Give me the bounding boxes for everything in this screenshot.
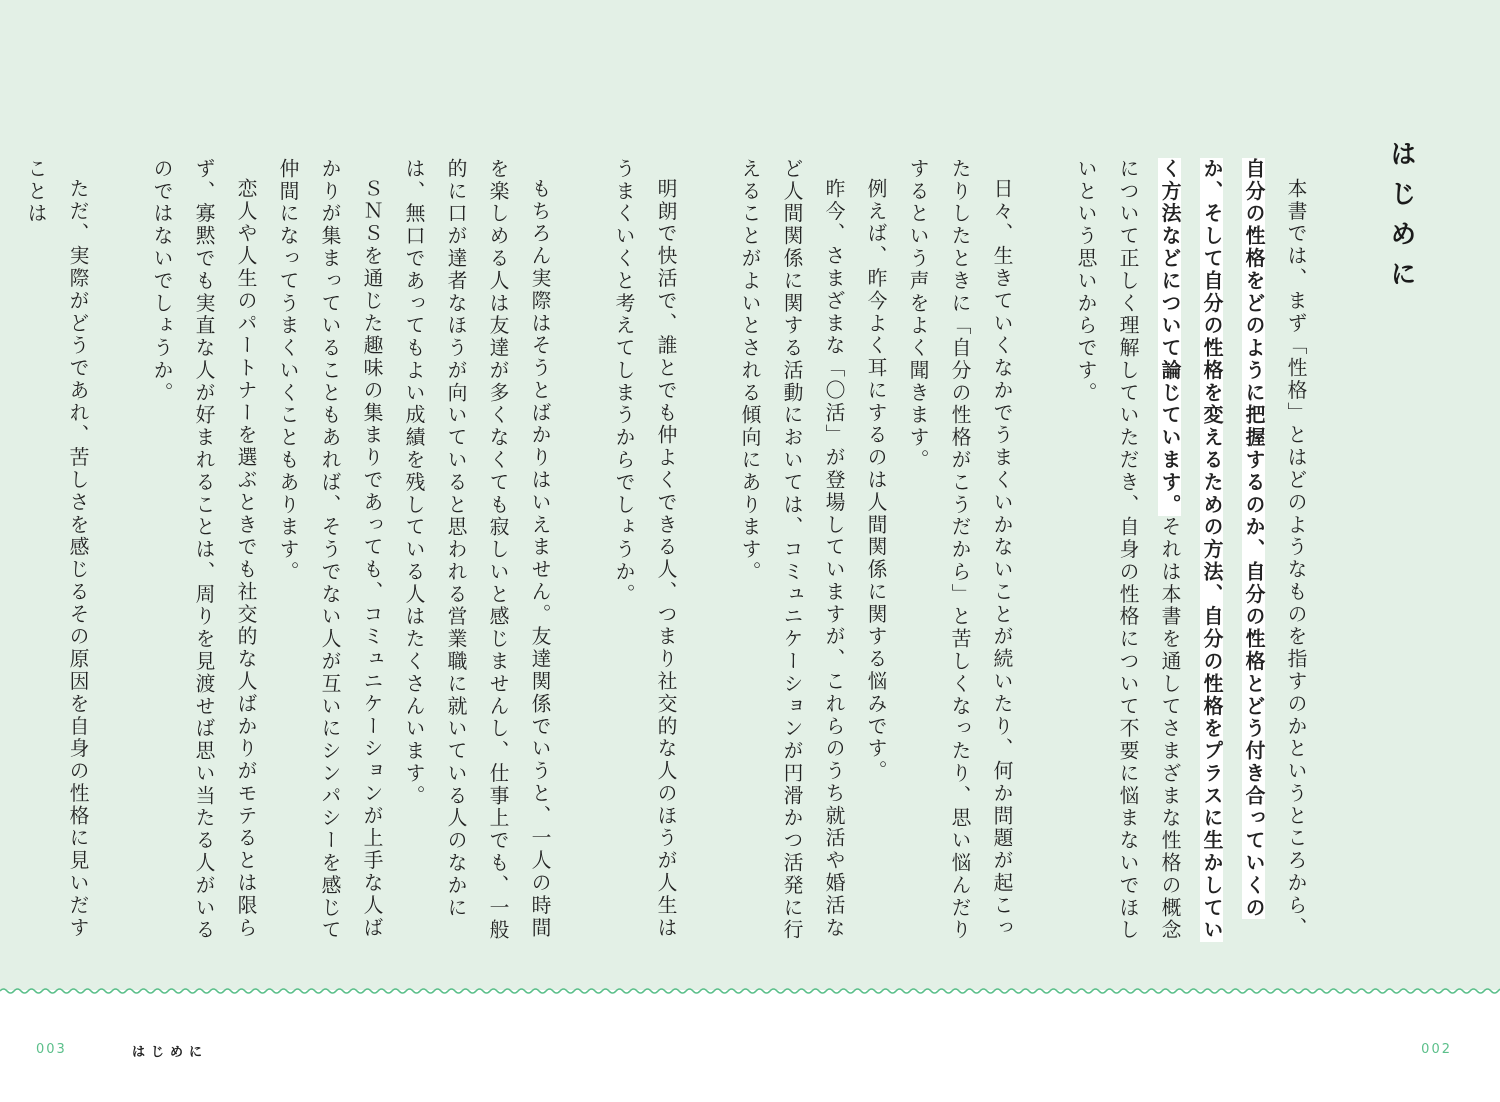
chapter-title: はじめに xyxy=(1386,140,1416,300)
body-text xyxy=(24,158,1316,948)
paragraph xyxy=(392,158,560,948)
text-segment: 例えば、昨今よく耳にするのは人間関係に関する悩みです。 xyxy=(864,177,887,783)
text-segment: ただ、実際がどうであれ、苦しさを感じるその原因を自身の性格に見いだすことは xyxy=(24,158,89,940)
paragraph-spacer xyxy=(1022,158,1064,948)
text-segment: もちろん実際はそうとばかりはいえません。友達関係でいうと、一人の時間を楽しめる人は友達が多くなくても寂しいと感じませんし、仕事上でも、一般的に口が達者なほうが向いていると思われる営業職に就いている人のなかには、無口であってもよい成績を残している人はたくさんいます。 xyxy=(402,158,551,942)
text-segment: 昨今、さまざまな「〇活」が登場していますが、これらのうち就活や婚活など人間関係に関する活動においては、コミュニケーションが円滑かつ活発に行えることがよいとされる傾向にあります。 xyxy=(738,158,845,942)
running-title: はじめに xyxy=(132,1045,209,1060)
text-segment: 恋人や人生のパートナーを選ぶときでも社交的な人ばかりがモテるとは限らず、寡黙でも実直な人が好まれることは、周りを見渡せば思い当たる人がいるのではないでしょうか。 xyxy=(150,158,257,942)
text-segment: それは本書を通してさまざまな性格の概念について正しく理解していただき、自身の性格について不要に悩まないでほしいという思いからです。 xyxy=(1074,158,1181,942)
paragraph xyxy=(1064,158,1316,948)
text-segment: ＳＮＳを通じた趣味の集まりであっても、コミュニケーションが上手な人ばかりが集まっていることもあれば、そうでない人が互いにシンパシーを感じて仲間になってうまくいくこともあります。 xyxy=(276,158,383,942)
text-segment: 本書では、まず「性格」とはどのようなものを指すのかというところから、 xyxy=(1284,177,1307,940)
text-segment: 日々、生きていくなかでうまくいかないことが続いたり、何か問題が起こったりしたときに「自分の性格がこうだから」と苦しくなったり、思い悩んだりするという声をよく聞きます。 xyxy=(906,158,1013,942)
paragraph xyxy=(896,158,1022,948)
paragraph-spacer xyxy=(98,158,140,948)
paragraph xyxy=(854,158,896,948)
text-segment: 明朗で快活で、誰とでも仲よくできる人、つまり社交的な人のほうが人生はうまくいくと考えてしまうからでしょうか。 xyxy=(612,158,677,940)
paragraph xyxy=(140,158,266,948)
paragraph-spacer xyxy=(560,158,602,948)
paragraph xyxy=(266,158,392,948)
paragraph xyxy=(728,158,854,948)
highlighted-text: 自分の性格をどのように把握するのか、自分の性格とどう付き合っていくのか、そして自分の性格を変えるための方法、自分の性格をプラスに生かしていく方法などについて論じています。 xyxy=(1158,158,1265,942)
left-page-number: 003 xyxy=(36,1042,67,1057)
wave-divider xyxy=(0,980,1500,1002)
right-page-number: 002 xyxy=(1421,1042,1452,1057)
paragraph xyxy=(14,158,98,948)
paragraph xyxy=(602,158,686,948)
paragraph-spacer xyxy=(686,158,728,948)
